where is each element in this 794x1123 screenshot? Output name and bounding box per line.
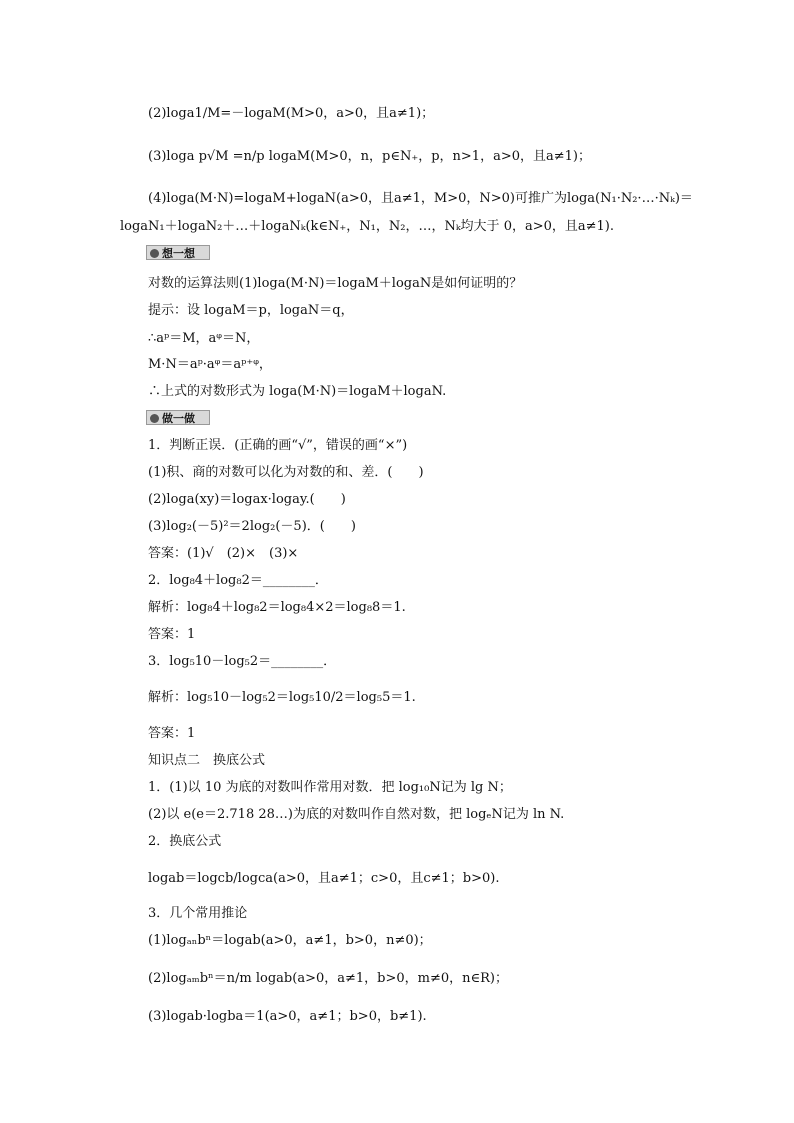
answer-line: 答案：1 <box>148 627 196 642</box>
badge-bullet-icon <box>150 414 159 423</box>
text-line: (2)以 e(e＝2.718 28…)为底的对数叫作自然对数，把 logₑN记为 ln N. <box>148 807 565 822</box>
text-line: 提示：设 logaM＝p，logaN＝q， <box>148 303 354 318</box>
text-line: 2．log₈4＋log₈2＝________． <box>148 573 328 588</box>
text-line: M·N＝aᵖ·aᵠ＝aᵖ⁺ᵠ， <box>148 357 272 372</box>
text-line: 3．log₅10－log₅2＝________． <box>148 654 337 669</box>
text-line: (2)loga1/M=－logaM(M>0，a>0，且a≠1)； <box>148 106 435 121</box>
analysis-line: 解析：log₅10－log₅2＝log₅10/2＝log₅5＝1. <box>148 690 416 705</box>
answer-line: 答案：1 <box>148 726 196 741</box>
text-line: (3)log₂(－5)²＝2log₂(－5)．( ) <box>148 519 356 534</box>
badge-bullet-icon <box>150 249 159 258</box>
text-line: 1．判断正误．(正确的画“√”，错误的画“×”) <box>148 438 408 453</box>
section-heading: 知识点二 换底公式 <box>148 753 266 768</box>
section-badge-do: 做一做 <box>146 410 210 425</box>
text-line: logaN₁＋logaN₂＋…＋logaNₖ(k∈N₊，N₁，N₂，…，Nₖ均大于 0，a>0，且a≠1). <box>120 219 614 234</box>
text-line: ∴aᵖ＝M，aᵠ＝N， <box>148 331 260 346</box>
text-line: (1)logₐₙbⁿ＝logab(a>0，a≠1，b>0，n≠0)； <box>148 933 432 948</box>
text-line: 对数的运算法则(1)loga(M·N)＝logaM＋logaN是如何证明的？ <box>148 276 523 291</box>
text-line: (2)logₐₘbⁿ＝n/m logab(a>0，a≠1，b>0，m≠0，n∈R)； <box>148 971 508 986</box>
text-line: ∴上式的对数形式为 loga(M·N)＝logaM＋logaN. <box>148 384 447 399</box>
text-line: (4)loga(M·N)=logaM+logaN(a>0，且a≠1，M>0，N>0)可推广为loga(N₁·N₂·…·Nₖ)＝ <box>148 191 693 206</box>
analysis-line: 解析：log₈4＋log₈2＝log₈4×2＝log₈8＝1. <box>148 600 406 615</box>
text-line: (3)logab·logba＝1(a>0，a≠1；b>0，b≠1). <box>148 1009 427 1024</box>
text-line: 1．(1)以 10 为底的对数叫作常用对数．把 log₁₀N记为 lg N； <box>148 780 512 795</box>
section-badge-think: 想一想 <box>146 245 210 260</box>
text-line: (1)积、商的对数可以化为对数的和、差．( ) <box>148 465 424 480</box>
formula-line: logab＝logcb/logca(a>0，且a≠1；c>0，且c≠1；b>0). <box>148 871 500 886</box>
text-line: (3)loga p√M =n/p logaM(M>0，n，p∈N₊，p，n>1，a>0，且a≠1)； <box>148 149 591 164</box>
answer-line: 答案：(1)√ (2)× (3)× <box>148 546 299 561</box>
text-line: 2．换底公式 <box>148 834 222 849</box>
text-line: 3．几个常用推论 <box>148 906 248 921</box>
text-line: (2)loga(xy)＝logax·logay.( ) <box>148 492 346 507</box>
